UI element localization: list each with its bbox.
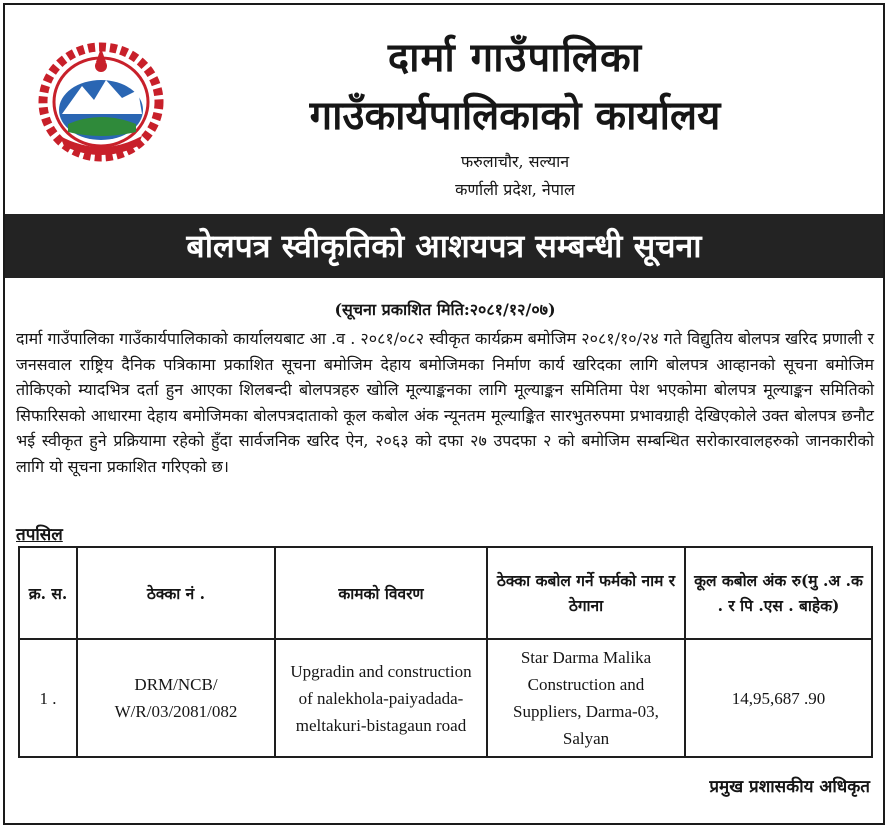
cell-amount: 14,95,687 .90 xyxy=(685,639,872,757)
table-header-row xyxy=(19,547,872,639)
award-table xyxy=(18,546,873,758)
column-header-bidder: ठेक्का कबोल गर्ने फर्मको नाम र ठेगाना xyxy=(487,547,685,639)
details-heading: तपसिल xyxy=(16,525,63,545)
cell-sn: 1 . xyxy=(19,639,77,757)
notice-body: दार्मा गाउँपालिका गाउँकार्यपालिकाको कार्यालयबाट आ .व . २०८१/०८२ स्वीकृत कार्यक्रम बमोजिम २०८१/१०/२४ गते विद्युतिय बोलपत्र खरिद प्रणाली र जनसवाल राष्ट्रिय दैनिक पत्रिकामा प्रकाशित सूचना बमोजिम देहाय बमोजिमका निर्माण कार्य खरिदका लागि बोलपत्र आव्हानको सूचना बमोजिम तोकिएको म्यादभित्र दर्ता हुन आएका शिलबन्दी बोलपत्रहरु खोलि मूल्याङ्कनका लागि मूल्याङ्कन समितिमा पेश भएकोमा बोलपत्र मूल्याङ्कन समितिको सिफारिसको आधारमा देहाय बमोजिमका बोलपत्रदाताको कूल कबोल अंक न्यूनतम मूल्याङ्कित सारभुतरुपमा प्रभावग्राही देखिएकोले उक्त बोलपत्र छनौट भई स्वीकृत हुने प्रक्रियामा रहेको हुँदा सार्वजनिक खरिद ऐन, २०६३ को दफा २७ उपदफा २ को बमोजिम सम्बन्धित सरोकारवालहरुको जानकारीको लागि यो सूचना प्रकाशित गरिएको छ। xyxy=(16,329,874,476)
column-header-contract-no: ठेक्का नं . xyxy=(77,547,275,639)
column-header-description: कामको विवरण xyxy=(275,547,487,639)
cell-description: Upgradin and construction of nalekhola-paiyadada-meltakuri-bistagaun road xyxy=(275,639,487,757)
column-header-amount: कूल कबोल अंक रु(मु .अ .क . र पि .एस . बाहेक) xyxy=(685,547,872,639)
column-header-sn: क्र. स. xyxy=(19,547,77,639)
notice-title-banner: बोलपत्र स्वीकृतिको आशयपत्र सम्बन्धी सूचना xyxy=(5,214,883,278)
office-title: गाउँकार्यपालिकाको कार्यालय xyxy=(309,92,721,139)
table-row xyxy=(19,639,872,757)
cell-contract-no: DRM/NCB/ W/R/03/2081/082 xyxy=(77,639,275,757)
signatory-title: प्रमुख प्रशासकीय अधिकृत xyxy=(709,777,870,797)
municipality-title: दार्मा गाउँपालिका xyxy=(387,34,643,81)
cell-bidder: Star Darma Malika Construction and Suppliers, Darma-03, Salyan xyxy=(487,639,685,757)
address-line-2: कर्णाली प्रदेश, नेपाल xyxy=(455,180,575,199)
address-line-1: फरुलाचौर, सल्यान xyxy=(460,152,570,171)
published-date: (सूचना प्रकाशित मिति:२०८१/१२/०७) xyxy=(334,300,556,319)
